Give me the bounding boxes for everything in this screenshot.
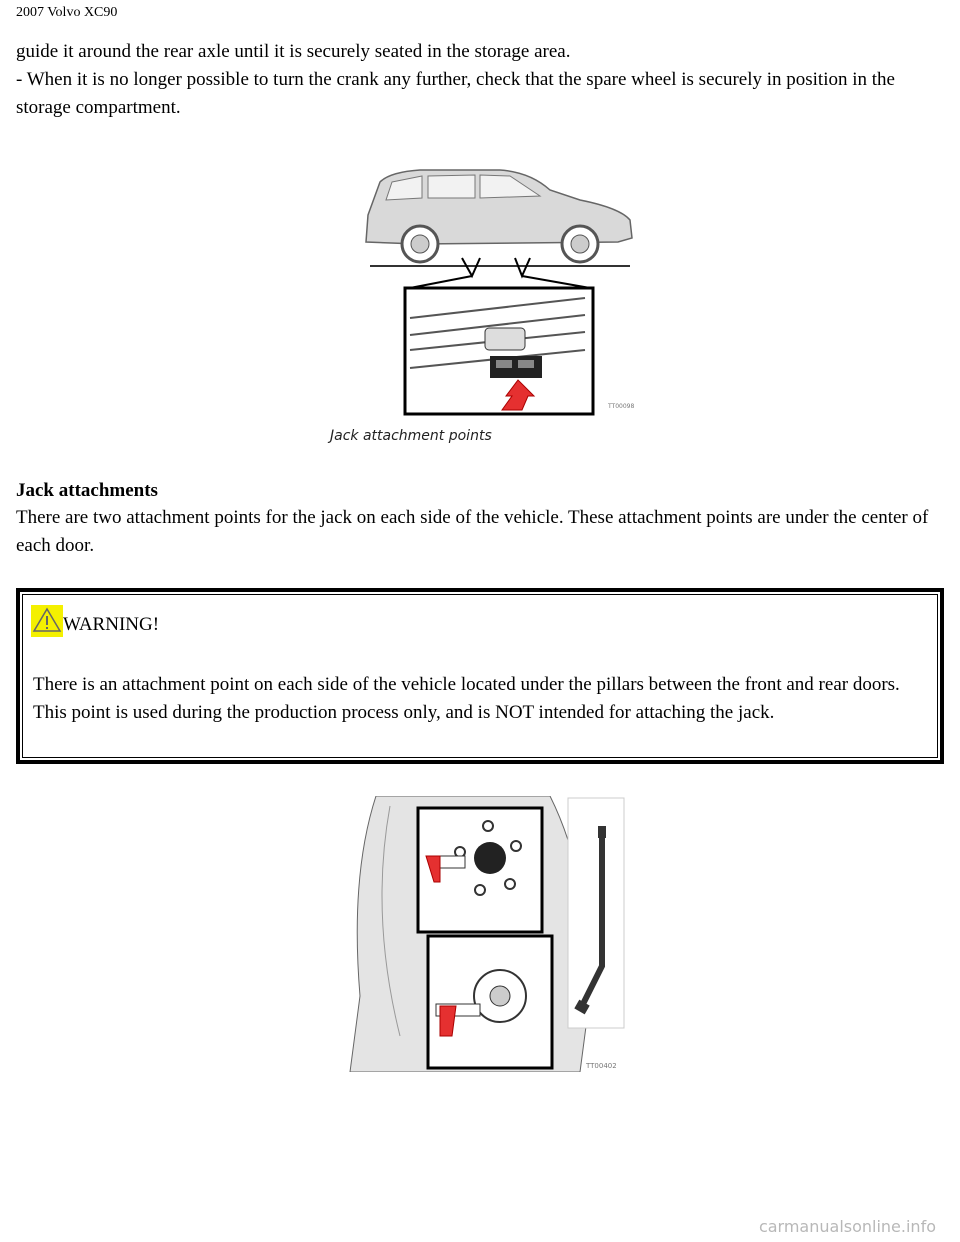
lug-nut-detail-top: [418, 808, 542, 932]
intro-paragraph: [16, 38, 936, 122]
warning-body: There is an attachment point on each side of the vehicle located under the pillars between the front and rear doors. This point is used during the production process only, and is NOT intended for attaching the jack.: [33, 674, 900, 723]
figure1-code: TT00098: [608, 403, 635, 410]
site-watermark: carmanualsonline.info: [758, 1217, 936, 1236]
lug-nut-detail-bottom: [428, 936, 552, 1068]
figure2-code: TT00402: [586, 1062, 617, 1070]
warning-title: WARNING!: [63, 614, 160, 635]
lug-wrench-illustration: [568, 798, 624, 1028]
intro-line-2: - When it is no longer possible to turn the crank any further, check that the spare wheel is securely in position in the storage compartment.: [16, 69, 895, 118]
jack-point-detail: [405, 288, 593, 414]
warning-box: [16, 588, 944, 764]
document-header: 2007 Volvo XC90: [16, 5, 118, 20]
section-heading: Jack attachments: [16, 480, 158, 501]
section-body: There are two attachment points for the jack on each side of the vehicle. These attachment points are under the center of each door.: [16, 507, 929, 556]
wheel-wrench-figure: [340, 796, 630, 1072]
figure1-caption: Jack attachment points: [330, 428, 492, 444]
jack-points-figure: [330, 160, 652, 450]
warning-triangle-icon: [31, 605, 63, 637]
warning-title-row: [31, 605, 159, 637]
intro-line-1: guide it around the rear axle until it is securely seated in the storage area.: [16, 41, 571, 62]
warning-box-inner: [22, 594, 938, 758]
car-side-illustration: [366, 170, 632, 288]
